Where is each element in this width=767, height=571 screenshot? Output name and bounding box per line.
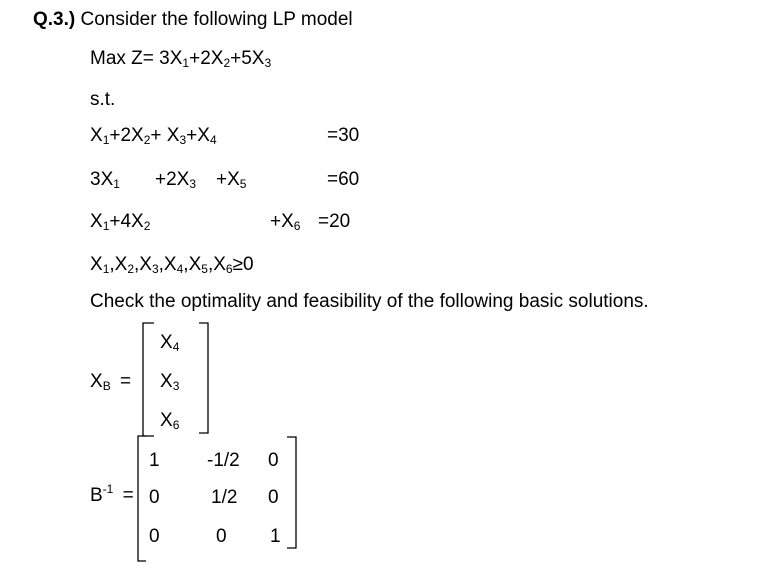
question-heading (33, 10, 353, 29)
xb-right-bracket (196, 321, 216, 441)
objective-function (90, 49, 271, 68)
binv-cell-r1c2: -1/2 (207, 450, 240, 471)
binv-cell-r3c1: 0 (149, 526, 160, 547)
binv-cell-r1c3: 0 (268, 450, 279, 471)
xb-entry-2: $X_3$ (160, 371, 180, 393)
instruction-text: Check the optimality and feasibility of the following basic solutions. (90, 291, 649, 312)
objective-term-2: $+2X_2$ (189, 48, 231, 70)
constraint-2-term-2: $+2X_3$ (155, 169, 197, 191)
question-number: Q.3.) (33, 9, 76, 30)
xb-label: $X_B$ = (90, 371, 132, 393)
constraint-2-rhs: =60 (327, 169, 360, 190)
xb-left-bracket (140, 321, 160, 441)
binv-right-bracket (284, 434, 304, 566)
objective-term-3: $+5X_3$ (230, 48, 272, 70)
constraint-2-term-3: $+X_5$ (216, 169, 247, 191)
constraint-1-lhs: $X_1+2X_2+ X_3+X_4$ (90, 125, 217, 147)
binv-label: $B^{-1}$ = (90, 482, 134, 506)
constraint-2-term-1: $3X_1$ (90, 169, 120, 191)
constraint-3-rhs: =20 (318, 211, 351, 232)
binv-cell-r2c3: 0 (268, 487, 279, 508)
binv-cell-r3c3: 1 (270, 526, 281, 547)
subject-to-label: s.t. (90, 89, 116, 110)
constraint-3-term-3: $+X_6$ (270, 211, 301, 233)
objective-sense: Max Z= (90, 48, 154, 69)
nonnegativity-constraint: $X_1,X_2,X_3,X_4,X_5,X_6\ge 0$ (90, 254, 254, 276)
xb-entry-1: $X_4$ (160, 332, 180, 354)
binv-cell-r2c2: 1/2 (211, 487, 238, 508)
binv-cell-r3c2: 0 (216, 526, 227, 547)
objective-term-1: $3X_1$ (159, 48, 190, 70)
xb-entry-3: $X_6$ (160, 410, 180, 432)
constraint-1-rhs: =30 (327, 125, 360, 146)
question-text: Consider the following LP model (80, 9, 353, 30)
binv-cell-r1c1: 1 (149, 450, 160, 471)
binv-cell-r2c1: 0 (149, 487, 160, 508)
constraint-3-lhs: $X_1+4X_2$ (90, 211, 151, 233)
